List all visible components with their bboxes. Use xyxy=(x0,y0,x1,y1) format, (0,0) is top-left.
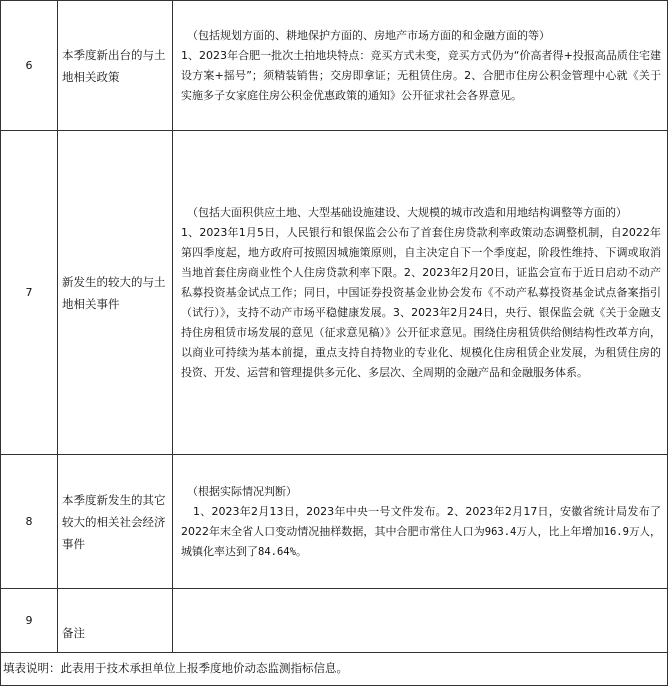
table-row xyxy=(1,1,668,131)
row-hint: （包括大面积供应土地、大型基础设施建设、大规模的城市改造和用地结构调整等方面的） xyxy=(187,205,627,219)
table-row xyxy=(1,589,668,653)
row-number: 8 xyxy=(1,455,58,589)
population-value: 963.4万人 xyxy=(484,525,538,538)
urbanization-rate-value: 84.64% xyxy=(258,545,296,558)
row-number: 9 xyxy=(1,589,58,653)
row-title: 本季度新发生的其它较大的相关社会经济事件 xyxy=(58,455,173,589)
row-number: 6 xyxy=(1,1,58,131)
row-body: 1、2023年合肥一批次土拍地块特点：竞买方式未变，竞买方式仍为“价高者得+投报高品质住宅建设方案+摇号”；须精装销售；交房即拿证；无租赁住房。2、合肥市住房公积金管理中心就《关于实施多子女家庭住房公积金优惠政策的通知》公开征求社会各界意见。 xyxy=(181,48,661,102)
row-body: 1、2023年1月5日，人民银行和银保监会公布了首套住房贷款利率政策动态调整机制，自2022年第四季度起，地方政府可按照因城施策原则，自主决定自下一个季度起，阶段性维持、下调或取消当地首套住房商业性个人住房贷款利率下限。2、2023年2月20日，证监会宣布于近日启动不动产私募投资基金试点工作；同日，中国证券投资基金业协会发布《不动产私募投资基金试点备案指引（试行）》，支持不动产市场平稳健康发展。3、2023年2月24日，央行、银保监会就《关于金融支持住房租赁市场发展的意见（征求意见稿）》公开征求意见。围绕住房租赁供给侧结构性改革方向，以商业可持续为基本前提，重点支持自持物业的专业化、规模化住房租赁企业发展，为租赁住房的投资、开发、运营和管理提供多元化、多层次、全周期的金融产品和金融服务体系。 xyxy=(181,225,661,379)
body-text: 1、2023年2月13日，2023年中央一号文件发布。2、2023年2月17日，安徽省统计局发布了2022年末全省人口变动情况抽样数据，其中合肥市常住人口为 xyxy=(181,504,661,538)
row-content xyxy=(173,1,668,131)
row-body xyxy=(181,502,661,562)
row-hint: （根据实际情况判断） xyxy=(187,484,297,498)
form-instructions: 填表说明：此表用于技术承担单位上报季度地价动态监测指标信息。 xyxy=(0,653,668,686)
population-increase-value: 16.9万人 xyxy=(603,525,651,538)
row-title: 备注 xyxy=(58,589,173,653)
row-number: 7 xyxy=(1,131,58,455)
row-hint: （包括规划方面的、耕地保护方面的、房地产市场方面的和金融方面的等） xyxy=(187,28,550,42)
row-title: 本季度新出台的与土地相关政策 xyxy=(58,1,173,131)
table-row xyxy=(1,455,668,589)
row-content xyxy=(173,131,668,455)
row-content xyxy=(173,455,668,589)
table-row xyxy=(1,131,668,455)
row-title: 新发生的较大的与土地相关事件 xyxy=(58,131,173,455)
body-text: ，城镇化率达到了 xyxy=(181,524,662,558)
body-text: ，比上年增加 xyxy=(537,524,604,538)
body-text: 。 xyxy=(295,544,307,558)
row-content xyxy=(173,589,668,653)
